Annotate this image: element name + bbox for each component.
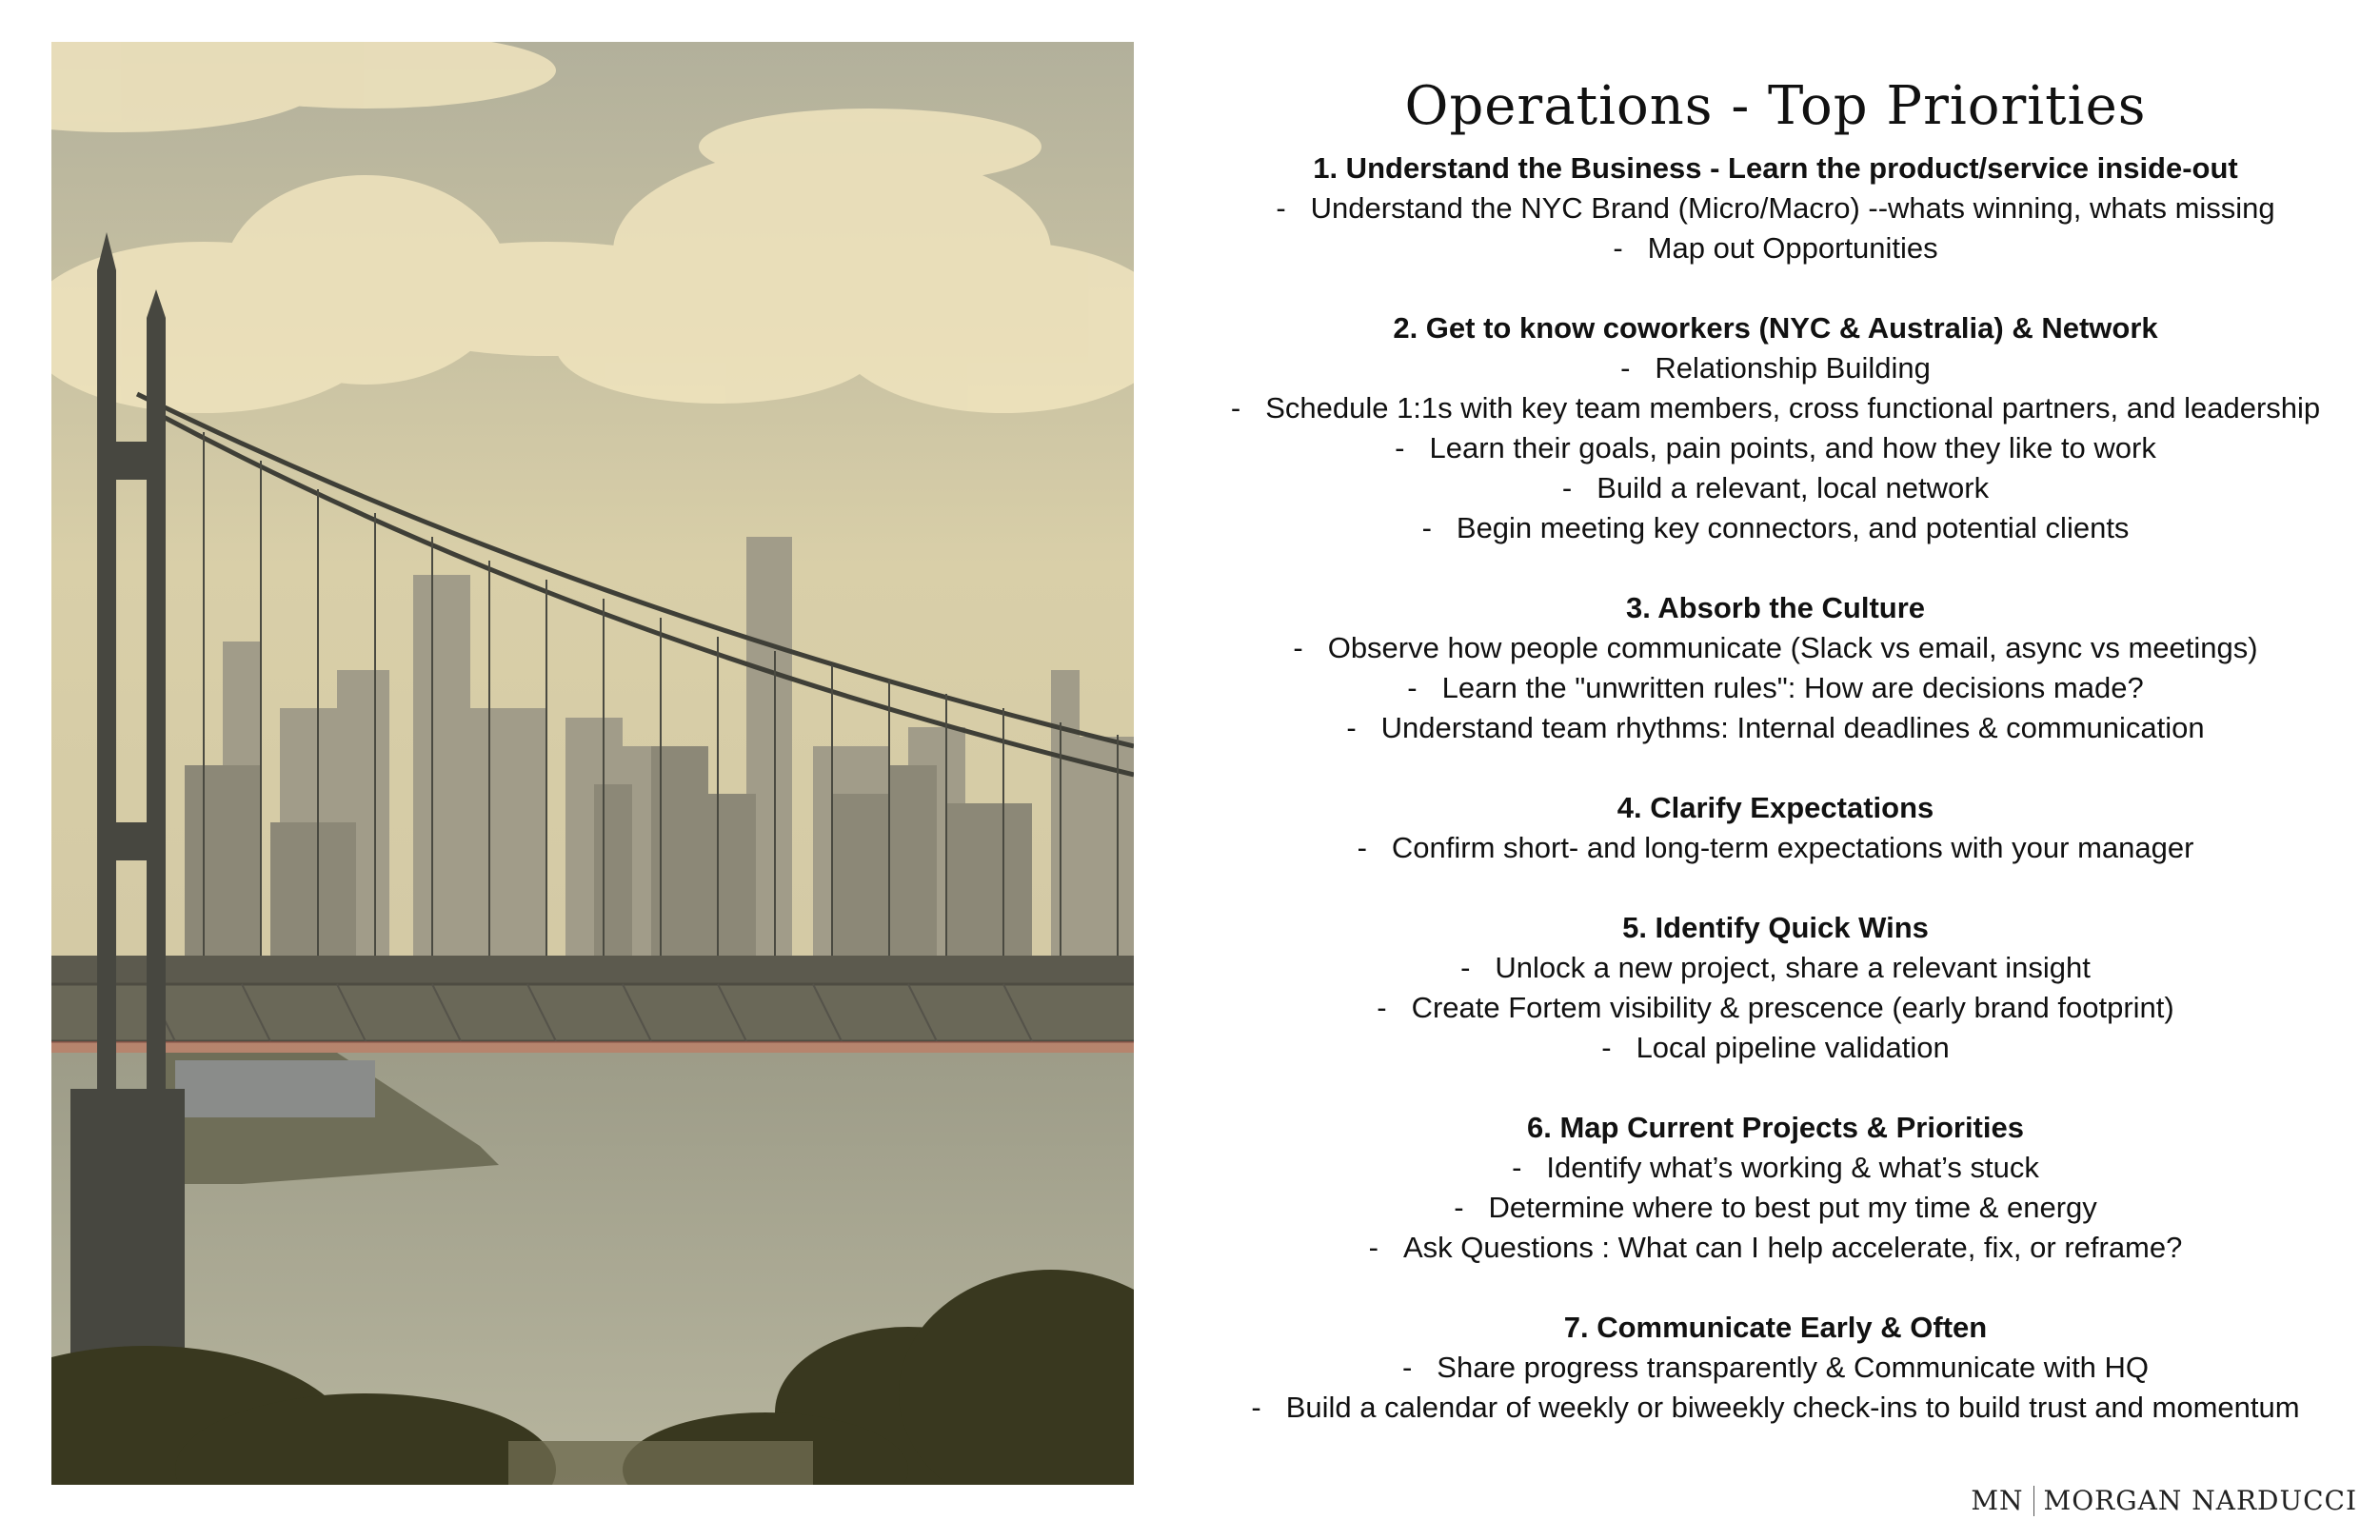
bullet-item: - Learn the "unwritten rules": How are decisions made? [1171,668,2380,708]
bullet-item: - Confirm short- and long-term expectations with your manager [1171,828,2380,868]
priority-section-4 [1171,788,2380,868]
section-heading: 7. Communicate Early & Often [1563,1311,1988,1344]
section-heading: 2. Get to know coworkers (NYC & Australia) & Network [1393,311,2158,345]
bridge-skyline-photo [51,42,1134,1485]
priority-section-7 [1171,1308,2380,1428]
section-heading: 5. Identify Quick Wins [1622,911,1929,944]
bullet-item: - Identify what’s working & what’s stuck [1171,1148,2380,1188]
priority-section-1 [1171,148,2380,268]
bullet-list [1171,948,2380,1068]
bullet-list [1171,628,2380,748]
section-heading: 1. Understand the Business - Learn the product/service inside-out [1313,151,2238,185]
brand-logo [1971,1485,2357,1516]
section-heading: 4. Clarify Expectations [1616,791,1934,824]
page-title: Operations - Top Priorities [1404,75,2147,137]
bullet-item: - Unlock a new project, share a relevant insight [1171,948,2380,988]
bullet-item: - Observe how people communicate (Slack vs email, async vs meetings) [1171,628,2380,668]
bullet-item: - Map out Opportunities [1171,228,2380,268]
priority-section-3 [1171,588,2380,748]
logo-divider [2033,1486,2034,1516]
bullet-item: - Share progress transparently & Communicate with HQ [1171,1348,2380,1388]
priority-section-5 [1171,908,2380,1068]
bullet-list [1171,188,2380,268]
priorities-panel [1171,72,2380,1468]
priority-section-6 [1171,1108,2380,1268]
bullet-list [1171,1148,2380,1268]
bullet-item: - Ask Questions : What can I help accelerate, fix, or reframe? [1171,1228,2380,1268]
bullet-item: - Determine where to best put my time & energy [1171,1188,2380,1228]
priority-section-2 [1171,308,2380,548]
section-heading: 3. Absorb the Culture [1625,591,1926,624]
bullet-item: - Create Fortem visibility & prescence (early brand footprint) [1171,988,2380,1028]
bullet-item: - Build a relevant, local network [1171,468,2380,508]
bullet-item: - Relationship Building [1171,348,2380,388]
bullet-list [1171,828,2380,868]
bullet-list [1171,1348,2380,1428]
bullet-item: - Build a calendar of weekly or biweekly check-ins to build trust and momentum [1171,1388,2380,1428]
bullet-item: - Learn their goals, pain points, and how they like to work [1171,428,2380,468]
bullet-item: - Begin meeting key connectors, and potential clients [1171,508,2380,548]
logo-name: MORGAN NARDUCCI [2043,1485,2357,1516]
bullet-item: - Understand the NYC Brand (Micro/Macro) --whats winning, whats missing [1171,188,2380,228]
bullet-item: - Local pipeline validation [1171,1028,2380,1068]
section-heading: 6. Map Current Projects & Priorities [1527,1111,2024,1144]
bullet-item: - Schedule 1:1s with key team members, cross functional partners, and leadership [1171,388,2380,428]
logo-monogram: MN [1971,1485,2024,1516]
bullet-item: - Understand team rhythms: Internal deadlines & communication [1171,708,2380,748]
bullet-list [1171,348,2380,548]
